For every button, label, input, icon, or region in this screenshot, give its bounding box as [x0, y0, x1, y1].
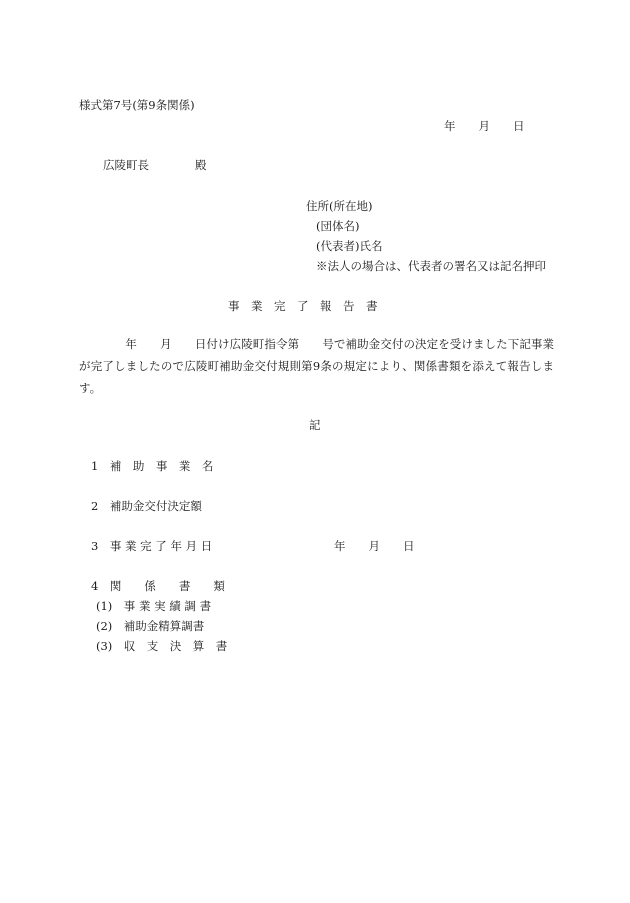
item-subsidy-project-name: 1 補 助 事 業 名: [91, 459, 214, 473]
date-line: 年 月 日: [444, 119, 525, 133]
doc-item: (1) 事 業 実 績 調 書: [96, 599, 212, 613]
item-completion-date: 3 事 業 完 了 年 月 日: [91, 539, 213, 553]
body-text: 年 月 日付け広陵町指令第 号で補助金交付の決定を受けました下記事業が完了しましたので広陵町補助金交付規則第9条の規定により、関係書類を添えて報告します。: [79, 337, 554, 395]
document-title: 事 業 完 了 報 告 書: [228, 299, 378, 313]
applicant-address-label: 住所(所在地): [306, 199, 373, 213]
applicant-representative-label: (代表者)氏名: [316, 239, 383, 253]
form-number: 様式第7号(第9条関係): [79, 98, 195, 112]
addressee: 広陵町長 殿: [103, 158, 207, 172]
applicant-group-label: (団体名): [316, 219, 360, 233]
completion-date-value: 年 月 日: [334, 539, 415, 553]
item-related-documents: 4 関 係 書 類: [91, 579, 225, 593]
item-subsidy-decision-amount: 2 補助金交付決定額: [91, 499, 202, 513]
doc-item: (2) 補助金精算調書: [96, 619, 205, 633]
ki-heading: 記: [309, 418, 321, 432]
doc-item: (3) 収 支 決 算 書: [96, 639, 228, 653]
applicant-note: ※法人の場合は、代表者の署名又は記名押印: [316, 259, 546, 273]
